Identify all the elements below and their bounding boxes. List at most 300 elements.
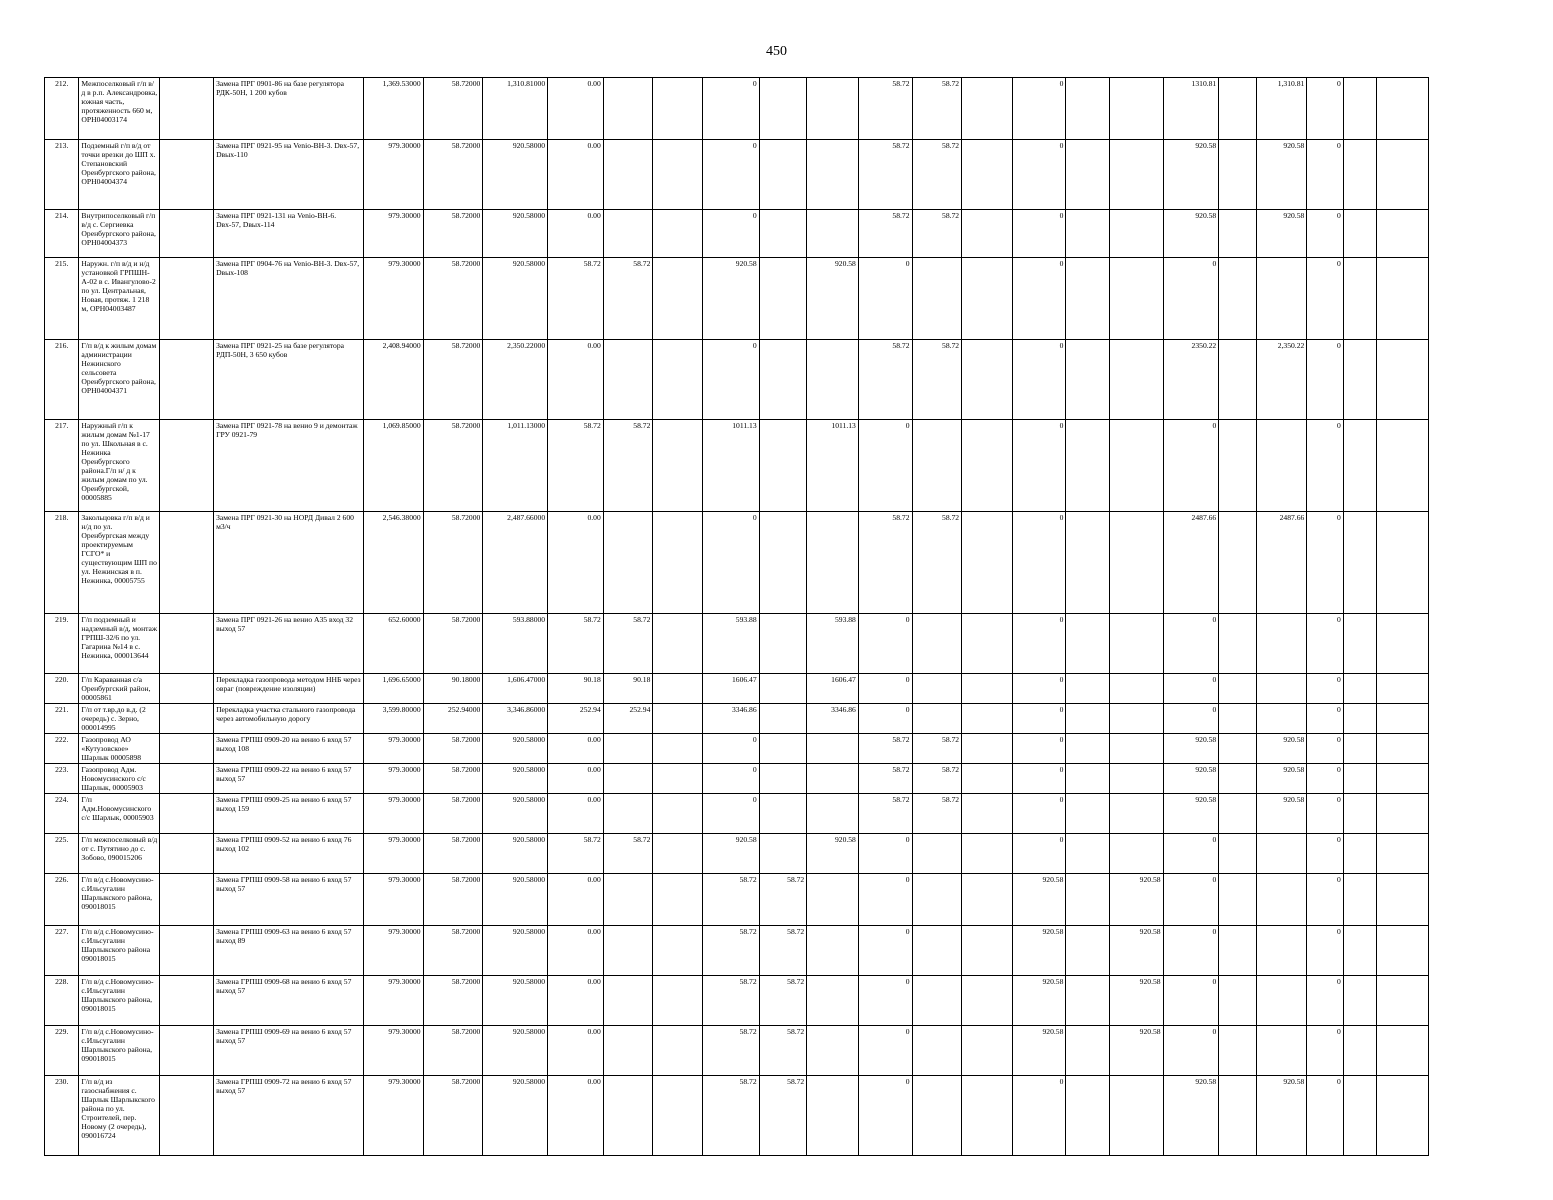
table-cell: 0: [702, 210, 759, 258]
table-cell: 0: [858, 1076, 912, 1156]
table-cell: 0: [858, 674, 912, 704]
table-cell: 920.58000: [483, 764, 548, 794]
table-cell: [912, 258, 962, 340]
table-cell: 219.: [45, 614, 79, 674]
table-cell: 58.72: [548, 258, 604, 340]
table-cell: [1066, 1026, 1110, 1076]
table-cell: [1219, 420, 1256, 512]
table-cell: [1256, 674, 1307, 704]
table-cell: 0: [702, 764, 759, 794]
table-cell: Г/п в/д с.Новомусино-с.Ильсугалин Шарлыкского района 090018015: [79, 926, 160, 976]
table-cell: 227.: [45, 926, 79, 976]
table-cell: 920.58: [1256, 764, 1307, 794]
table-cell: [912, 674, 962, 704]
table-cell: [962, 734, 1013, 764]
table-cell: [1066, 704, 1110, 734]
table-cell: Замена ПРГ 0921-30 на НОРД Дивал 2 600 м3/ч: [214, 512, 364, 614]
table-cell: 0: [1307, 674, 1343, 704]
table-cell: [912, 614, 962, 674]
table-cell: Наружн. г/п в/д и н/д установкой ГРПШН-А-02 в с. Ивангулово-2 по ул. Центральная, Новая, протяж. 1 218 м, ОРН04003487: [79, 258, 160, 340]
table-cell: 1,011.13000: [483, 420, 548, 512]
table-cell: 0: [1163, 420, 1219, 512]
table-cell: [912, 834, 962, 874]
table-cell: [653, 1026, 703, 1076]
table-cell: [1219, 512, 1256, 614]
table-cell: [1343, 614, 1376, 674]
table-cell: [807, 140, 859, 210]
table-cell: 0: [1307, 794, 1343, 834]
table-cell: 920.58: [1163, 794, 1219, 834]
table-cell: 920.58: [702, 258, 759, 340]
table-cell: [962, 926, 1013, 976]
table-cell: [603, 1076, 653, 1156]
table-cell: Г/п в/д с.Новомусино-с.Ильсугалин Шарлыкского района, 090018015: [79, 874, 160, 926]
table-cell: 0.00: [548, 512, 604, 614]
table-cell: 58.72: [759, 874, 807, 926]
table-cell: [1109, 1076, 1163, 1156]
table-cell: Газопровод Адм. Новомусинского с/с Шарлык, 00005903: [79, 764, 160, 794]
table-cell: Г/п Караванная с/а Оренбургский район, 00005861: [79, 674, 160, 704]
table-cell: [962, 704, 1013, 734]
table-cell: [1256, 976, 1307, 1026]
table-cell: [160, 926, 214, 976]
table-cell: [1256, 614, 1307, 674]
table-cell: 920.58000: [483, 794, 548, 834]
table-cell: [1377, 78, 1429, 140]
table-cell: 920.58: [702, 834, 759, 874]
table-cell: Газопровод АО «Кутузовское» Шарлык 00005898: [79, 734, 160, 764]
table-cell: 0: [1012, 78, 1066, 140]
table-cell: 920.58: [1012, 1026, 1066, 1076]
table-cell: [1109, 78, 1163, 140]
table-cell: [1066, 764, 1110, 794]
table-cell: [759, 78, 807, 140]
table-cell: Г/п в/д к жилым домам администрации Нежинского сельсовета Оренбургского района, ОРН04004371: [79, 340, 160, 420]
table-cell: [603, 512, 653, 614]
table-cell: 0: [1307, 420, 1343, 512]
table-cell: 58.72: [858, 794, 912, 834]
table-cell: [603, 1026, 653, 1076]
table-cell: 0.00: [548, 794, 604, 834]
table-row: [45, 210, 1429, 258]
table-cell: [160, 704, 214, 734]
table-cell: 920.58: [1163, 140, 1219, 210]
table-cell: 920.58: [1109, 874, 1163, 926]
table-cell: [1343, 764, 1376, 794]
table-cell: 0: [702, 78, 759, 140]
table-cell: 58.72000: [423, 420, 483, 512]
table-cell: 58.72: [912, 764, 962, 794]
table-cell: 920.58000: [483, 210, 548, 258]
table-cell: Замена ГРПШ 0909-69 на венио 6 вход 57 выход 57: [214, 1026, 364, 1076]
table-cell: [962, 764, 1013, 794]
table-cell: 0: [1012, 734, 1066, 764]
table-cell: [1343, 874, 1376, 926]
table-cell: [1377, 674, 1429, 704]
table-cell: [653, 834, 703, 874]
table-cell: [603, 140, 653, 210]
table-row: [45, 764, 1429, 794]
table-cell: 920.58: [1012, 976, 1066, 1026]
table-cell: [1377, 340, 1429, 420]
table-cell: 0: [858, 420, 912, 512]
table-row: [45, 926, 1429, 976]
table-cell: Замена ПРГ 0921-95 на Venio-ВН-3. Dвх-57, Dвых-110: [214, 140, 364, 210]
table-cell: 920.58: [1109, 1026, 1163, 1076]
table-cell: Закольцовка г/п в/д и н/д по ул. Оренбургская между проектируемым ГСГО* и существующим ШП по ул. Нежинская в п. Нежинка, 00005755: [79, 512, 160, 614]
table-cell: [653, 614, 703, 674]
table-cell: [653, 704, 703, 734]
table-cell: Г/п от т.вр.до в.д. (2 очередь) с. Зерно, 000014995: [79, 704, 160, 734]
table-cell: [603, 734, 653, 764]
table-cell: [807, 1026, 859, 1076]
table-cell: [759, 764, 807, 794]
table-cell: 0: [1307, 614, 1343, 674]
table-cell: 228.: [45, 976, 79, 1026]
table-cell: 58.72: [603, 258, 653, 340]
table-cell: [160, 834, 214, 874]
table-cell: [603, 210, 653, 258]
table-cell: Замена ПРГ 0921-78 на венио 9 и демонтаж ГРУ 0921-79: [214, 420, 364, 512]
table-cell: [1219, 834, 1256, 874]
table-cell: 0: [1307, 140, 1343, 210]
table-cell: [1343, 926, 1376, 976]
table-row: [45, 340, 1429, 420]
table-cell: [1219, 674, 1256, 704]
table-cell: [1219, 1076, 1256, 1156]
table-cell: 920.58000: [483, 140, 548, 210]
table-cell: [1066, 976, 1110, 1026]
table-cell: [1066, 874, 1110, 926]
table-cell: 58.72000: [423, 614, 483, 674]
table-cell: 58.72: [702, 1026, 759, 1076]
table-cell: 58.72: [603, 614, 653, 674]
table-cell: [160, 734, 214, 764]
table-cell: 58.72: [759, 926, 807, 976]
table-cell: 0: [702, 734, 759, 764]
table-cell: 0: [1012, 140, 1066, 210]
table-cell: 0: [1012, 764, 1066, 794]
table-cell: 920.58: [1256, 210, 1307, 258]
table-cell: 920.58000: [483, 834, 548, 874]
table-cell: [1066, 78, 1110, 140]
table-cell: 216.: [45, 340, 79, 420]
table-cell: 58.72000: [423, 874, 483, 926]
table-cell: [1343, 834, 1376, 874]
table-cell: 58.72: [858, 78, 912, 140]
table-cell: [912, 1076, 962, 1156]
table-cell: 0: [1163, 614, 1219, 674]
table-cell: 0: [1307, 704, 1343, 734]
table-cell: 2,350.22: [1256, 340, 1307, 420]
table-cell: [807, 794, 859, 834]
table-cell: 920.58: [1256, 140, 1307, 210]
table-cell: [1109, 764, 1163, 794]
table-cell: 0.00: [548, 926, 604, 976]
table-cell: [1066, 420, 1110, 512]
table-cell: [962, 420, 1013, 512]
table-cell: 0: [1163, 258, 1219, 340]
table-cell: 979.30000: [363, 734, 423, 764]
table-cell: [1066, 1076, 1110, 1156]
table-cell: [1219, 78, 1256, 140]
table-cell: [1109, 340, 1163, 420]
table-cell: 58.72: [858, 140, 912, 210]
table-cell: [1109, 794, 1163, 834]
table-cell: 920.58: [1163, 764, 1219, 794]
table-cell: 0: [1012, 512, 1066, 614]
table-cell: 0: [1307, 834, 1343, 874]
table-cell: [1256, 1026, 1307, 1076]
table-cell: [160, 764, 214, 794]
table-cell: [1377, 614, 1429, 674]
table-cell: 0.00: [548, 210, 604, 258]
table-cell: [1219, 976, 1256, 1026]
table-cell: 0.00: [548, 874, 604, 926]
table-cell: [1343, 420, 1376, 512]
table-cell: 230.: [45, 1076, 79, 1156]
table-cell: [653, 764, 703, 794]
table-cell: 0: [1012, 614, 1066, 674]
table-cell: [653, 674, 703, 704]
table-row: [45, 704, 1429, 734]
table-cell: [653, 340, 703, 420]
table-cell: [1377, 764, 1429, 794]
table-cell: [962, 674, 1013, 704]
table-cell: 90.18: [548, 674, 604, 704]
table-cell: [160, 674, 214, 704]
table-cell: [807, 926, 859, 976]
table-cell: [912, 976, 962, 1026]
table-cell: [759, 258, 807, 340]
table-cell: [160, 794, 214, 834]
table-cell: 58.72000: [423, 210, 483, 258]
table-cell: 920.58: [1163, 734, 1219, 764]
table-cell: 979.30000: [363, 976, 423, 1026]
table-cell: 0: [1012, 210, 1066, 258]
table-cell: 58.72000: [423, 1026, 483, 1076]
table-cell: 58.72: [912, 512, 962, 614]
table-cell: [1343, 976, 1376, 1026]
table-cell: [962, 1026, 1013, 1076]
table-cell: 0.00: [548, 1026, 604, 1076]
table-cell: [912, 420, 962, 512]
table-cell: 58.72: [603, 420, 653, 512]
table-cell: 0: [1307, 764, 1343, 794]
table-cell: 1,696.65000: [363, 674, 423, 704]
table-cell: 217.: [45, 420, 79, 512]
table-cell: 213.: [45, 140, 79, 210]
table-cell: 920.58000: [483, 1076, 548, 1156]
table-cell: 252.94: [548, 704, 604, 734]
table-cell: [962, 140, 1013, 210]
table-cell: 224.: [45, 794, 79, 834]
table-cell: [1343, 78, 1376, 140]
table-cell: 2,487.66000: [483, 512, 548, 614]
table-cell: 0: [1163, 674, 1219, 704]
table-cell: 0: [858, 926, 912, 976]
table-cell: [759, 340, 807, 420]
table-cell: [807, 512, 859, 614]
table-cell: [1377, 210, 1429, 258]
table-cell: [759, 614, 807, 674]
table-cell: [1219, 614, 1256, 674]
table-cell: 1011.13: [807, 420, 859, 512]
table-cell: [759, 834, 807, 874]
table-cell: 90.18000: [423, 674, 483, 704]
table-cell: 0: [1012, 794, 1066, 834]
table-cell: [1343, 210, 1376, 258]
table-row: [45, 794, 1429, 834]
table-cell: 58.72000: [423, 512, 483, 614]
table-cell: 58.72: [858, 734, 912, 764]
table-cell: 920.58000: [483, 926, 548, 976]
table-cell: 0: [858, 874, 912, 926]
table-cell: 0.00: [548, 764, 604, 794]
table-cell: [1109, 512, 1163, 614]
table-cell: [1256, 420, 1307, 512]
table-cell: 214.: [45, 210, 79, 258]
table-cell: [1109, 704, 1163, 734]
table-cell: [603, 874, 653, 926]
table-row: [45, 258, 1429, 340]
table-cell: 920.58: [1012, 926, 1066, 976]
table-cell: 58.72000: [423, 734, 483, 764]
table-cell: 58.72: [759, 1026, 807, 1076]
table-cell: [1109, 258, 1163, 340]
table-cell: [160, 614, 214, 674]
table-cell: [912, 704, 962, 734]
table-cell: 0: [858, 614, 912, 674]
table-cell: [1377, 512, 1429, 614]
table-cell: 0: [1307, 976, 1343, 1026]
table-cell: 0: [1307, 210, 1343, 258]
table-cell: 3346.86: [807, 704, 859, 734]
table-cell: [1377, 704, 1429, 734]
table-cell: 58.72000: [423, 926, 483, 976]
table-cell: 2,408.94000: [363, 340, 423, 420]
table-cell: [962, 512, 1013, 614]
table-cell: [653, 140, 703, 210]
table-cell: 0.00: [548, 734, 604, 764]
table-cell: Внутрипоселковый г/п в/д с. Сергиевка Оренбургского района, ОРН04004373: [79, 210, 160, 258]
table-cell: [1256, 704, 1307, 734]
table-cell: 221.: [45, 704, 79, 734]
table-cell: [1219, 1026, 1256, 1076]
table-cell: 920.58: [807, 834, 859, 874]
table-cell: 58.72000: [423, 1076, 483, 1156]
table-cell: 1606.47: [702, 674, 759, 704]
table-cell: [1377, 140, 1429, 210]
table-cell: [1066, 210, 1110, 258]
table-cell: 58.72000: [423, 78, 483, 140]
table-cell: [1256, 834, 1307, 874]
table-cell: [962, 834, 1013, 874]
table-cell: 1011.13: [702, 420, 759, 512]
table-cell: [1377, 1026, 1429, 1076]
table-cell: Перекладка участка стального газопровода через автомобильную дорогу: [214, 704, 364, 734]
table-row: [45, 1026, 1429, 1076]
table-cell: 979.30000: [363, 1026, 423, 1076]
table-cell: 90.18: [603, 674, 653, 704]
table-cell: 979.30000: [363, 140, 423, 210]
table-cell: [1219, 794, 1256, 834]
table-cell: [1109, 140, 1163, 210]
table-cell: 920.58000: [483, 976, 548, 1026]
table-cell: 58.72: [858, 210, 912, 258]
table-cell: 58.72000: [423, 834, 483, 874]
table-cell: [603, 764, 653, 794]
table-cell: 58.72: [912, 210, 962, 258]
table-cell: 652.60000: [363, 614, 423, 674]
table-cell: 212.: [45, 78, 79, 140]
table-cell: 0: [1307, 874, 1343, 926]
table-cell: [962, 874, 1013, 926]
table-cell: [1343, 258, 1376, 340]
table-cell: 0.00: [548, 1076, 604, 1156]
table-cell: [603, 976, 653, 1026]
table-cell: 58.72000: [423, 258, 483, 340]
table-cell: [1343, 140, 1376, 210]
table-cell: [1109, 210, 1163, 258]
table-cell: [653, 258, 703, 340]
table-cell: [759, 512, 807, 614]
table-cell: [807, 874, 859, 926]
table-cell: [1343, 1026, 1376, 1076]
table-cell: [1377, 834, 1429, 874]
table-cell: [1377, 734, 1429, 764]
table-body: [45, 78, 1429, 1156]
table-cell: 58.72: [548, 420, 604, 512]
table-cell: [1066, 734, 1110, 764]
table-cell: 0: [1307, 1026, 1343, 1076]
table-cell: 979.30000: [363, 794, 423, 834]
table-cell: 58.72: [702, 926, 759, 976]
table-cell: [807, 210, 859, 258]
table-cell: [653, 734, 703, 764]
table-cell: [1219, 926, 1256, 976]
table-cell: [807, 78, 859, 140]
table-cell: 58.72: [548, 834, 604, 874]
table-cell: [1343, 512, 1376, 614]
table-cell: 979.30000: [363, 834, 423, 874]
table-cell: [160, 874, 214, 926]
table-cell: 593.88: [702, 614, 759, 674]
table-cell: 0: [1163, 1026, 1219, 1076]
table-cell: 920.58: [1256, 1076, 1307, 1156]
table-cell: [962, 258, 1013, 340]
table-cell: 215.: [45, 258, 79, 340]
table-cell: [160, 340, 214, 420]
table-cell: 252.94000: [423, 704, 483, 734]
table-cell: 226.: [45, 874, 79, 926]
table-cell: 593.88000: [483, 614, 548, 674]
table-cell: [1219, 874, 1256, 926]
table-cell: [160, 210, 214, 258]
table-cell: Подземный г/п в/д от точки врезки до ШП х. Степановский Оренбургского района, ОРН04004374: [79, 140, 160, 210]
table-cell: 920.58000: [483, 874, 548, 926]
table-cell: Г/п в/д с.Новомусино-с.Ильсугалин Шарлыкского района, 090018015: [79, 976, 160, 1026]
table-cell: [807, 1076, 859, 1156]
table-cell: 0.00: [548, 78, 604, 140]
table-cell: [1343, 734, 1376, 764]
table-cell: [1066, 258, 1110, 340]
table-cell: [1219, 258, 1256, 340]
table-cell: Замена ГРПШ 0909-58 на венио 6 вход 57 выход 57: [214, 874, 364, 926]
table-cell: Г/п в/д с.Новомусино-с.Ильсугалин Шарлыкского района, 090018015: [79, 1026, 160, 1076]
table-cell: 225.: [45, 834, 79, 874]
table-cell: 58.72: [858, 764, 912, 794]
